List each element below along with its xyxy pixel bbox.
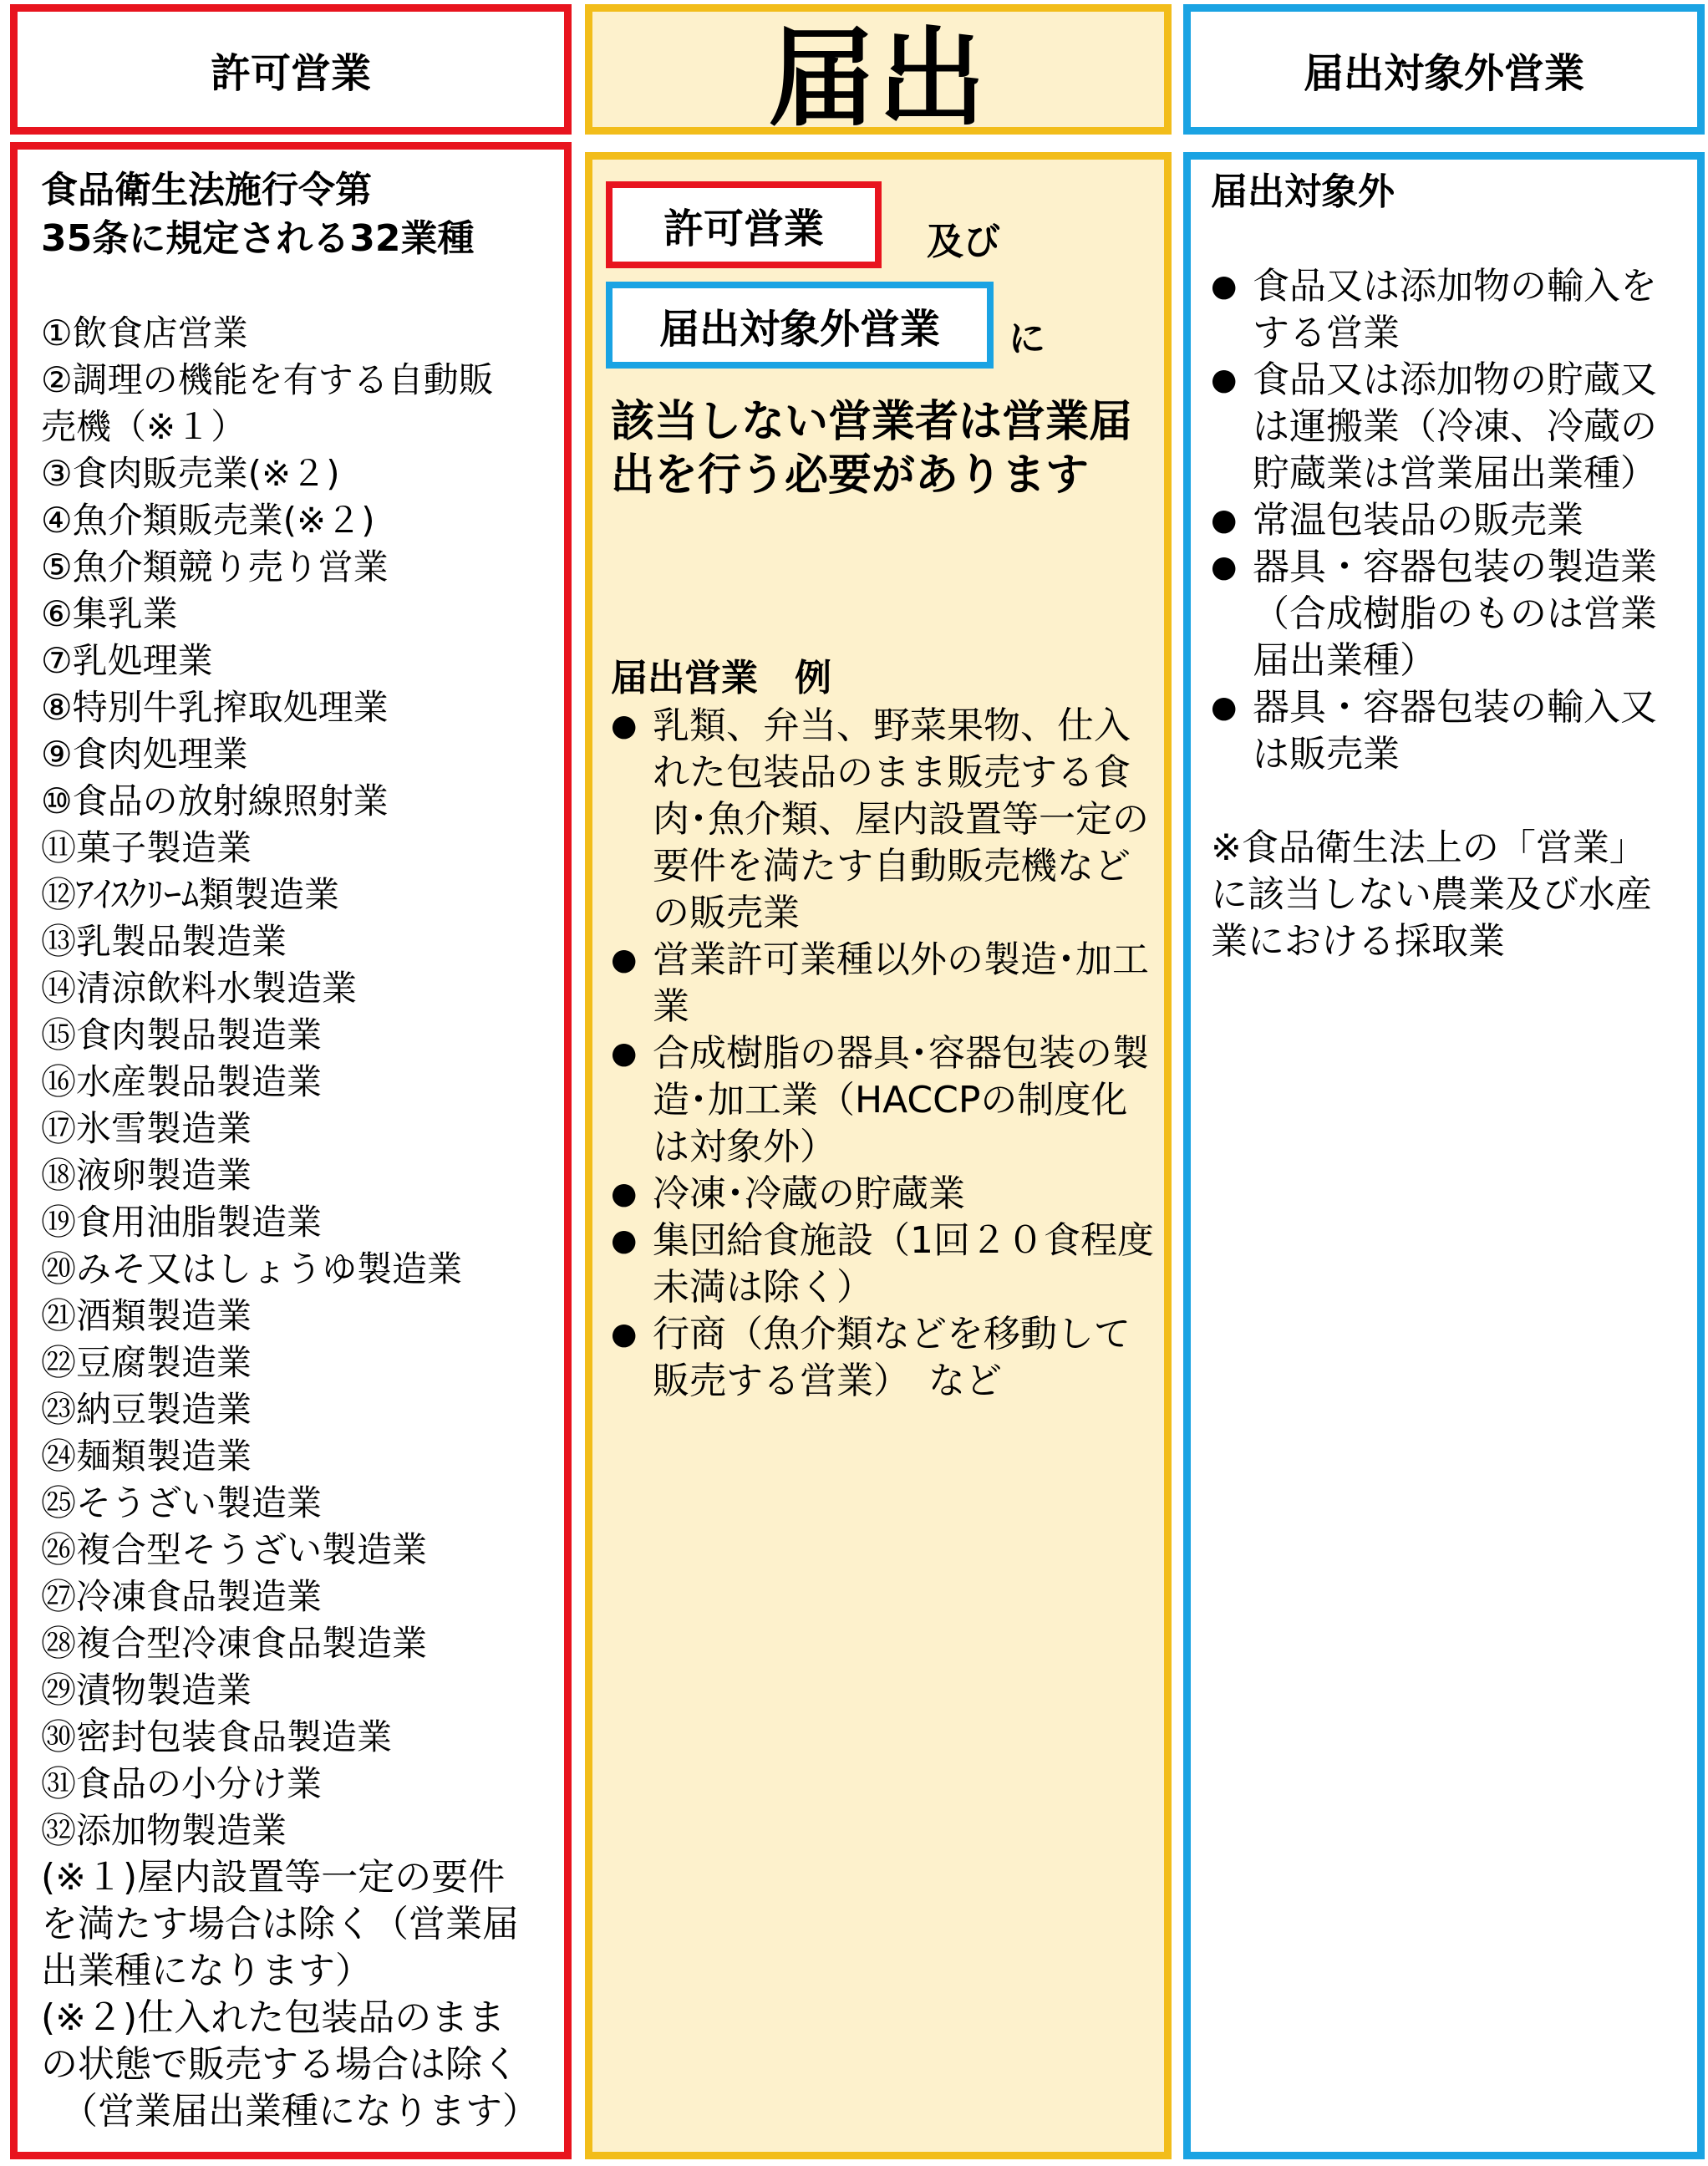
list-item: 売機（※１）	[41, 406, 247, 447]
list-item: ③食肉販売業(※２)	[41, 453, 340, 494]
exempt-tag	[606, 282, 994, 369]
list-item: ● 合成樹脂の器具･容器包装の製造･加工業（HACCPの制度化は対象外）	[611, 1030, 1154, 1171]
list-item: ㉜添加物製造業	[41, 1810, 287, 1851]
examples-list	[611, 703, 1154, 1405]
list-item: ⑱液卵製造業	[41, 1155, 252, 1196]
header-permit-label: 許可営業	[210, 49, 371, 97]
list-item: ⑰氷雪製造業	[41, 1108, 252, 1149]
list-item: ㉕そうざい製造業	[41, 1482, 323, 1523]
list-item: ㉚密封包装食品製造業	[41, 1716, 393, 1757]
list-item: ⑦乳処理業	[41, 640, 213, 681]
exempt-note: ※食品衛生法上の「営業」に該当しない農業及び水産業における採取業	[1211, 826, 1652, 963]
list-item: ㉛食品の小分け業	[41, 1763, 323, 1804]
list-item: ● 乳類、弁当、野菜果物、仕入れた包装品のまま販売する食肉･魚介類、屋内設置等一定の要件を満たす自動販売機などの販売業	[611, 703, 1154, 937]
header-permit	[10, 4, 572, 135]
list-item: ⑲食用油脂製造業	[41, 1202, 323, 1243]
list-item: ①飲食店営業	[41, 313, 248, 353]
notification-examples	[611, 654, 1154, 1405]
permit-tag-label: 許可営業	[663, 205, 824, 252]
list-item: ● 食品又は添加物の輸入をする営業	[1211, 263, 1682, 357]
list-item: ⑩食品の放射線照射業	[41, 780, 389, 821]
permit-business-panel	[10, 142, 572, 2159]
list-item: ⑥集乳業	[41, 593, 178, 634]
conjunction-and: 及び	[927, 221, 1000, 263]
note-line: (※１)屋内設置等一定の要件	[41, 1856, 506, 1899]
list-item: ● 器具・容器包装の輸入又は販売業	[1211, 684, 1682, 778]
list-item: ⑨食肉処理業	[41, 734, 248, 775]
permit-notes	[41, 1854, 552, 2135]
header-exempt-label: 届出対象外営業	[1303, 49, 1584, 97]
exempt-business-panel	[1183, 152, 1705, 2159]
exempt-tag-label: 届出対象外営業	[658, 305, 940, 353]
list-item: ● 常温包装品の販売業	[1211, 497, 1682, 544]
header-notification-label: 届出	[767, 17, 989, 141]
list-item: ②調理の機能を有する自動販	[41, 359, 494, 400]
note-line: の状態で販売する場合は除く	[41, 2043, 519, 2086]
list-item: ● 営業許可業種以外の製造･加工業	[611, 937, 1154, 1030]
list-item: ⑯水産製品製造業	[41, 1061, 323, 1102]
list-item: ⑭清涼飲料水製造業	[41, 968, 358, 1009]
header-exempt	[1183, 4, 1705, 135]
list-item: ④魚介類販売業(※２)	[41, 500, 375, 541]
list-item: ⑬乳製品製造業	[41, 921, 287, 962]
list-item: ㉖複合型そうざい製造業	[41, 1529, 428, 1570]
list-item: ⑤魚介類競り売り営業	[41, 547, 389, 587]
note-line: 出業種になります）	[41, 1950, 372, 1992]
list-item: ● 行商（魚介類などを移動して販売する営業） など	[611, 1311, 1154, 1405]
list-item: ● 食品又は添加物の貯蔵又は運搬業（冷凍、冷蔵の貯蔵業は営業届出業種）	[1211, 357, 1682, 497]
list-item: ㉔麺類製造業	[41, 1436, 252, 1477]
list-item: ⑮食肉製品製造業	[41, 1014, 323, 1055]
notification-requirement-text: 該当しない営業者は営業届出を行う必要があります	[611, 397, 1133, 501]
list-item: ㉗冷凍食品製造業	[41, 1576, 323, 1617]
list-item: ● 集団給食施設（1回２０食程度未満は除く）	[611, 1218, 1154, 1311]
examples-title: 届出営業 例	[611, 657, 831, 699]
conjunction-ni: に	[1009, 318, 1045, 360]
list-item: ⑪菓子製造業	[41, 827, 252, 868]
permit-tag	[606, 181, 882, 268]
list-item: ● 器具・容器包装の製造業（合成樹脂のものは営業届出業種）	[1211, 544, 1682, 684]
exempt-list	[1211, 263, 1682, 778]
list-item: ⑧特別牛乳搾取処理業	[41, 687, 389, 728]
list-item: ⑳みそ又はしょうゆ製造業	[41, 1248, 463, 1289]
list-item: ㉑酒類製造業	[41, 1295, 252, 1336]
note-line: (※２)仕入れた包装品のまま	[41, 1996, 506, 2039]
notification-panel	[585, 152, 1172, 2159]
note-line: を満たす場合は除く（営業届	[41, 1903, 519, 1945]
header-notification	[585, 4, 1172, 141]
list-item: ⑫ｱｲｽｸﾘｰﾑ類製造業	[41, 874, 340, 915]
list-item: ● 冷凍･冷蔵の貯蔵業	[611, 1171, 1154, 1218]
note-line: （営業届出業種になります）	[61, 2090, 539, 2133]
permit-item-list	[41, 310, 552, 1854]
permit-title-line2: 35条に規定される32業種	[41, 217, 475, 260]
list-item: ㉒豆腐製造業	[41, 1342, 252, 1383]
list-item: ㉘複合型冷凍食品製造業	[41, 1623, 428, 1664]
list-item: ㉓納豆製造業	[41, 1389, 252, 1430]
exempt-title: 届出対象外	[1211, 170, 1395, 213]
permit-title-line1: 食品衛生法施行令第	[41, 169, 372, 211]
list-item: ㉙漬物製造業	[41, 1670, 252, 1711]
